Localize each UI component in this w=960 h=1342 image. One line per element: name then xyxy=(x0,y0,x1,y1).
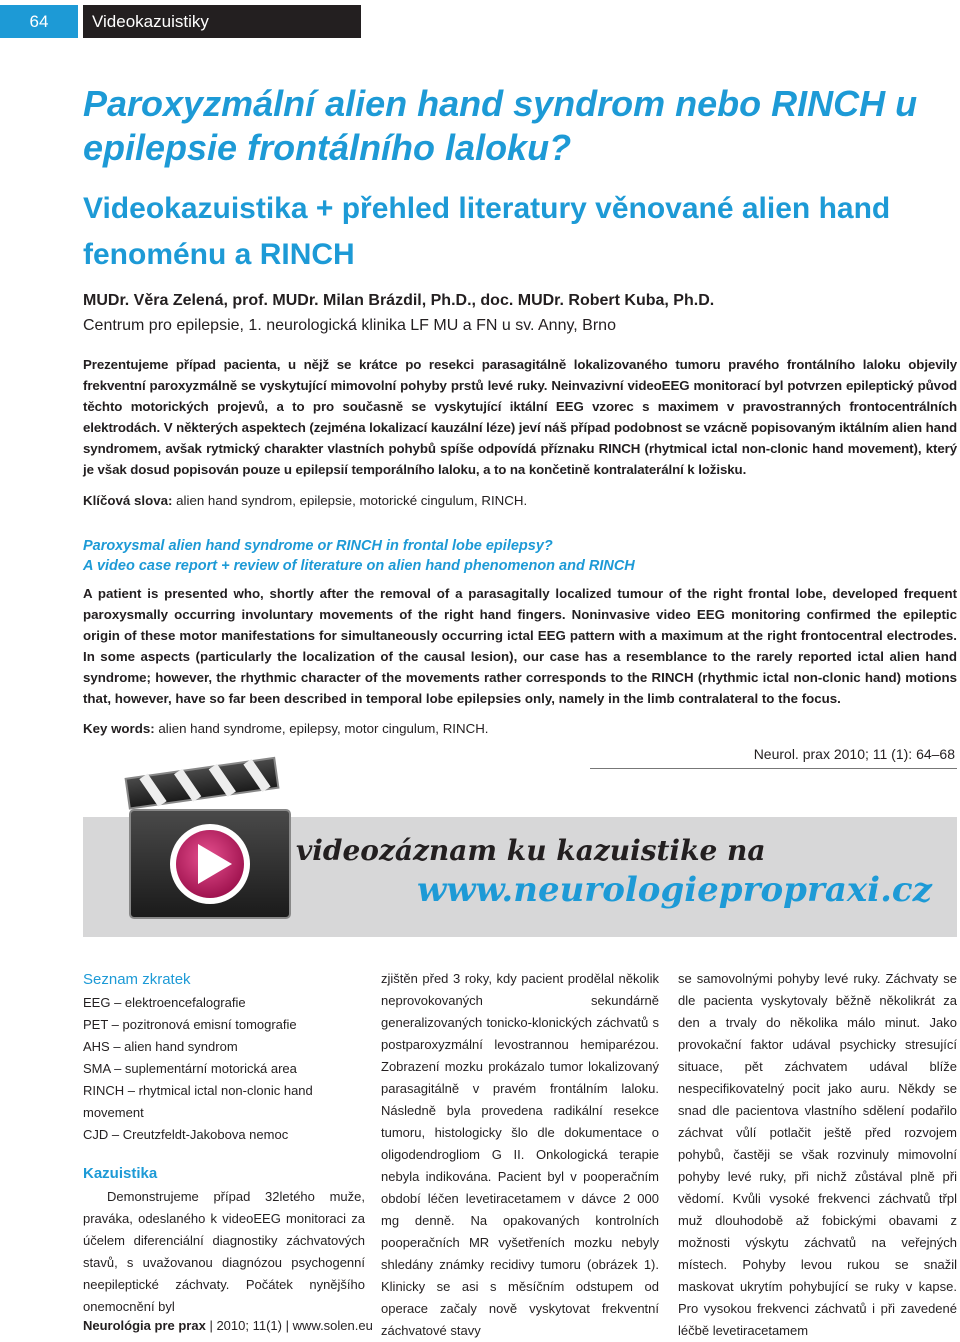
column-2 xyxy=(381,968,659,1342)
citation-divider xyxy=(590,768,957,769)
banner-text: videozáznam ku kazuistike na xyxy=(296,834,766,867)
abbreviation-item: AHS – alien hand syndrom xyxy=(83,1039,238,1054)
footer-issue: 2010; 11(1) xyxy=(216,1318,282,1333)
abbreviation-item: CJD – Creutzfeldt-Jakobova nemoc xyxy=(83,1127,289,1142)
article-title: Paroxyzmální alien hand syndrom nebo RINCH u epilepsie frontálního laloku? xyxy=(83,83,918,168)
affiliation: Centrum pro epilepsie, 1. neurologická klinika LF MU a FN u sv. Anny, Brno xyxy=(83,317,616,334)
case-heading: Kazuistika xyxy=(83,1165,158,1182)
case-text-col3: se samovolnými pohyby levé ruky. Záchvaty se dle pacienta vyskytovaly běžně několikrát za den a trvaly do několika málo minut. Jako provokační faktor udával psychicky stresující situace, pět záchvatem udával blíže nespecifikovatelný pocit jako auru. Někdy se snad dle pacientova vlastního sdělení podařilo záchvat vůlí potlačit ještě před rozvojem pohybů, častěji se však rozvinuly mimovolní pohyby levé ruky, při nichž zůstával plně při vědomí. Kvůli vysoké frekvenci záchvatů třpl muž dlouhodobě až fobickými obavami z možnosti výskytu záchvatů na veřejných místech. Pohyby levou rukou se snažil maskovat ukrytím pohybující se ruky v kapse. Pro vysokou frekvenci záchvatů i při zavedené léčbě levetiracetamem xyxy=(678,971,957,1338)
footer-separator: | xyxy=(209,1318,213,1333)
authors: MUDr. Věra Zelená, prof. MUDr. Milan Brázdil, Ph.D., doc. MUDr. Robert Kuba, Ph.D. xyxy=(83,292,715,309)
title-en xyxy=(83,536,635,576)
case-text-col2: zjištěn před 3 roky, kdy pacient prodělal několik neprovokovaných sekundárně generalizovaných tonicko-klonických záchvatů s postparoxyzmální levostrannou hemiparézou. Zobrazení mozku prokázalo tumor lokalizovaný parasagitálně v pravém frontálním laloku. Následně byla provedena radikální resekce tumoru, histologicky šlo dle dokumentace o oligodendrogliom G II. Onkologická terapie nebyla indikována. Pacient byl v pooperačním období léčen levetiracetamem v dávce 2 000 mg denně. Na opakovaných kontrolních pooperačních MR vyšetřeních mozku nebyly shledány známky recidivy tumoru (obrázek 1). Klinicky se asi s měsíčním odstupem od operace začaly nově vyskytovat frekventní záchvatové stavy xyxy=(381,971,659,1338)
column-1 xyxy=(83,968,365,1318)
article-subtitle: Videokazuistika + přehled literatury věnované alien hand fenoménu a RINCH xyxy=(83,192,891,271)
keywords-en xyxy=(83,718,489,739)
title-en-line1: Paroxysmal alien hand syndrome or RINCH in frontal lobe epilepsy? xyxy=(83,538,553,554)
keywords-cz-text: alien hand syndrom, epilepsie, motorické cingulum, RINCH. xyxy=(176,493,528,508)
case-text-col1: Demonstrujeme případ 32letého muže, praváka, odeslaného k videoEEG monitoraci za účelem diferenciální diagnostiky záchvatových stavů, s uvažovanou diagnózou psychogenní neepileptické záchvaty. Počátek nynějšího onemocnění byl xyxy=(83,1189,365,1314)
footer-website-link[interactable]: www.solen.eu xyxy=(292,1318,373,1333)
banner-url-link[interactable]: www.neurologiepropraxi.cz xyxy=(417,870,932,910)
page-number: 64 xyxy=(0,5,78,38)
keywords-en-text: alien hand syndrome, epilepsy, motor cingulum, RINCH. xyxy=(158,721,489,736)
title-en-line2: A video case report + review of literature on alien hand phenomenon and RINCH xyxy=(83,558,635,574)
abbreviations-heading: Seznam zkratek xyxy=(83,971,191,988)
section-title: Videokazuistiky xyxy=(83,5,361,38)
keywords-cz-label: Klíčová slova: xyxy=(83,493,173,508)
keywords-cz xyxy=(83,490,527,511)
abbreviation-item: EEG – elektroencefalografie xyxy=(83,995,246,1010)
footer-separator: | xyxy=(285,1318,289,1333)
abstract-cz: Prezentujeme případ pacienta, u nějž se krátce po resekci parasagitálně lokalizovaného tumoru pravého frontálního laloku objevily frekventní paroxyzmálně se vyskytující mimovolní pohyby prstů levé ruky. Neinvazivní videoEEG monitorací byl potvrzen epileptický původ těchto motorických projevů, a to pro současně se vyskytující iktální EEG vzorec s maximem v pravostranných frontocentrálních elektrodách. V některých aspektech (zejména lokalizací kauzální léze) jeví náš případ podobnost se vzácně popisovaným iktálním alien hand syndromem, avšak rytmický charakter vlastních pohybů spíše odpovídá příznaku RINCH (rhytmical ictal non-clonic hand movement), který je však dosud popisován pouze u epilepsií temporálního laloku, a to na končetině kontralaterální k ložisku. xyxy=(83,357,957,477)
abbreviation-item: PET – pozitronová emisní tomografie xyxy=(83,1017,297,1032)
citation: Neurol. prax 2010; 11 (1): 64–68 xyxy=(753,746,955,762)
footer-journal: Neurológia pre prax xyxy=(83,1318,206,1333)
play-icon[interactable] xyxy=(112,738,302,928)
abbreviation-item: SMA – suplementární motorická area xyxy=(83,1061,297,1076)
abbreviation-item: RINCH – rhytmical ictal non-clonic hand movement xyxy=(83,1083,313,1120)
abstract-en: A patient is presented who, shortly after the removal of a parasagitally localized tumour of the right frontal lobe, developed frequent paroxysmally occurring involuntary movements of the right hand fingers. Noninvasive video EEG monitoring confirmed the epileptic origin of these motor manifestations for simultaneously occurring ictal EEG pattern with a maximum at the right frontocentral electrodes. In some aspects (particularly the localization of the causal lesion), our case has a resemblance to the rarely reported ictal alien hand syndrome; however, the rhythmic character of the movements rather corresponds to the RINCH (rhythmic ictal non-clonic hand) motions that, however, have so far been described in temporal lobe epilepsies only, namely in the limb contralateral to the focus. xyxy=(83,586,957,706)
keywords-en-label: Key words: xyxy=(83,721,155,736)
column-3 xyxy=(678,968,957,1342)
footer xyxy=(83,1318,373,1333)
